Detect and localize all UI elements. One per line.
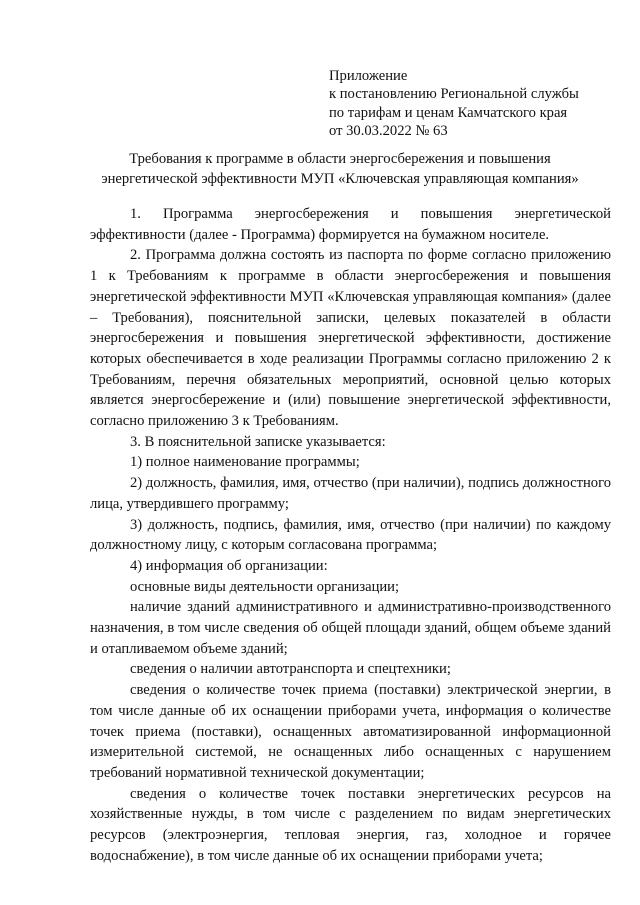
paragraph: 4) информация об организации: <box>130 557 328 574</box>
title-line: Требования к программе в области энергосбережения и повышения <box>129 151 551 167</box>
paragraph: основные виды деятельности организации; <box>130 578 400 595</box>
paragraph: сведения о количестве точек приема (поставки) электрической энергии, в том числе данные об их оснащении приборами учета, информация о количестве точек приема (поставки), оснащенных автоматизированной информационной измерительной системой, не оснащенных либо оснащенных с нарушением требований нормативной технической документации; <box>90 682 611 781</box>
paragraph: 2) должность, фамилия, имя, отчество (при наличии), подпись должностного лица, утвердившего программу; <box>90 475 611 512</box>
paragraph: сведения о количестве точек поставки энергетических ресурсов на хозяйственные нужды, в том числе с разделением по видам энергетических ресурсов (электроэнергия, тепловая энергия, газ, холодное и горячее водоснабжение), в том числе данные об их оснащении приборами учета; <box>90 785 611 864</box>
header-line: от 30.03.2022 № 63 <box>329 123 448 140</box>
paragraph: сведения о наличии автотранспорта и спецтехники; <box>130 661 451 678</box>
appendix-header <box>329 67 579 141</box>
paragraph: 1) полное наименование программы; <box>130 454 360 471</box>
header-line: Приложение <box>329 68 408 84</box>
paragraph: 1. Программа энергосбережения и повышения энергетической эффективности (далее - Программа) формируется на бумажном носителе. <box>90 206 611 243</box>
document-body <box>90 204 611 867</box>
title-line: энергетической эффективности МУП «Ключевская управляющая компания» <box>101 171 579 187</box>
paragraph: наличие зданий административного и административно-производственного назначения, в том числе сведения об общей площади зданий, общем объеме зданий и отапливаемом объеме зданий; <box>90 599 611 657</box>
paragraph: 2. Программа должна состоять из паспорта по форме согласно приложению 1 к Требованиям к программе в области энергосбережения и повышения энергетической эффективности МУП «Ключевская управляющая компания» (далее – Требования), пояснительной записки, целевых показателей в области энергосбережения и повышения энергетической эффективности, достижение которых обеспечивается в ходе реализации Программы согласно приложению 2 к Требованиям, перечня обязательных мероприятий, основной целью которых является энергосбережение и (или) повышение энергетической эффективности, согласно приложению 3 к Требованиям. <box>90 247 611 430</box>
paragraph: 3. В пояснительной записке указывается: <box>130 433 386 450</box>
header-line: по тарифам и ценам Камчатского края <box>329 104 568 121</box>
document-title <box>60 149 620 189</box>
paragraph: 3) должность, подпись, фамилия, имя, отчество (при наличии) по каждому должностному лицу, с которым согласована программа; <box>90 516 611 554</box>
header-line: к постановлению Региональной службы <box>329 86 579 103</box>
